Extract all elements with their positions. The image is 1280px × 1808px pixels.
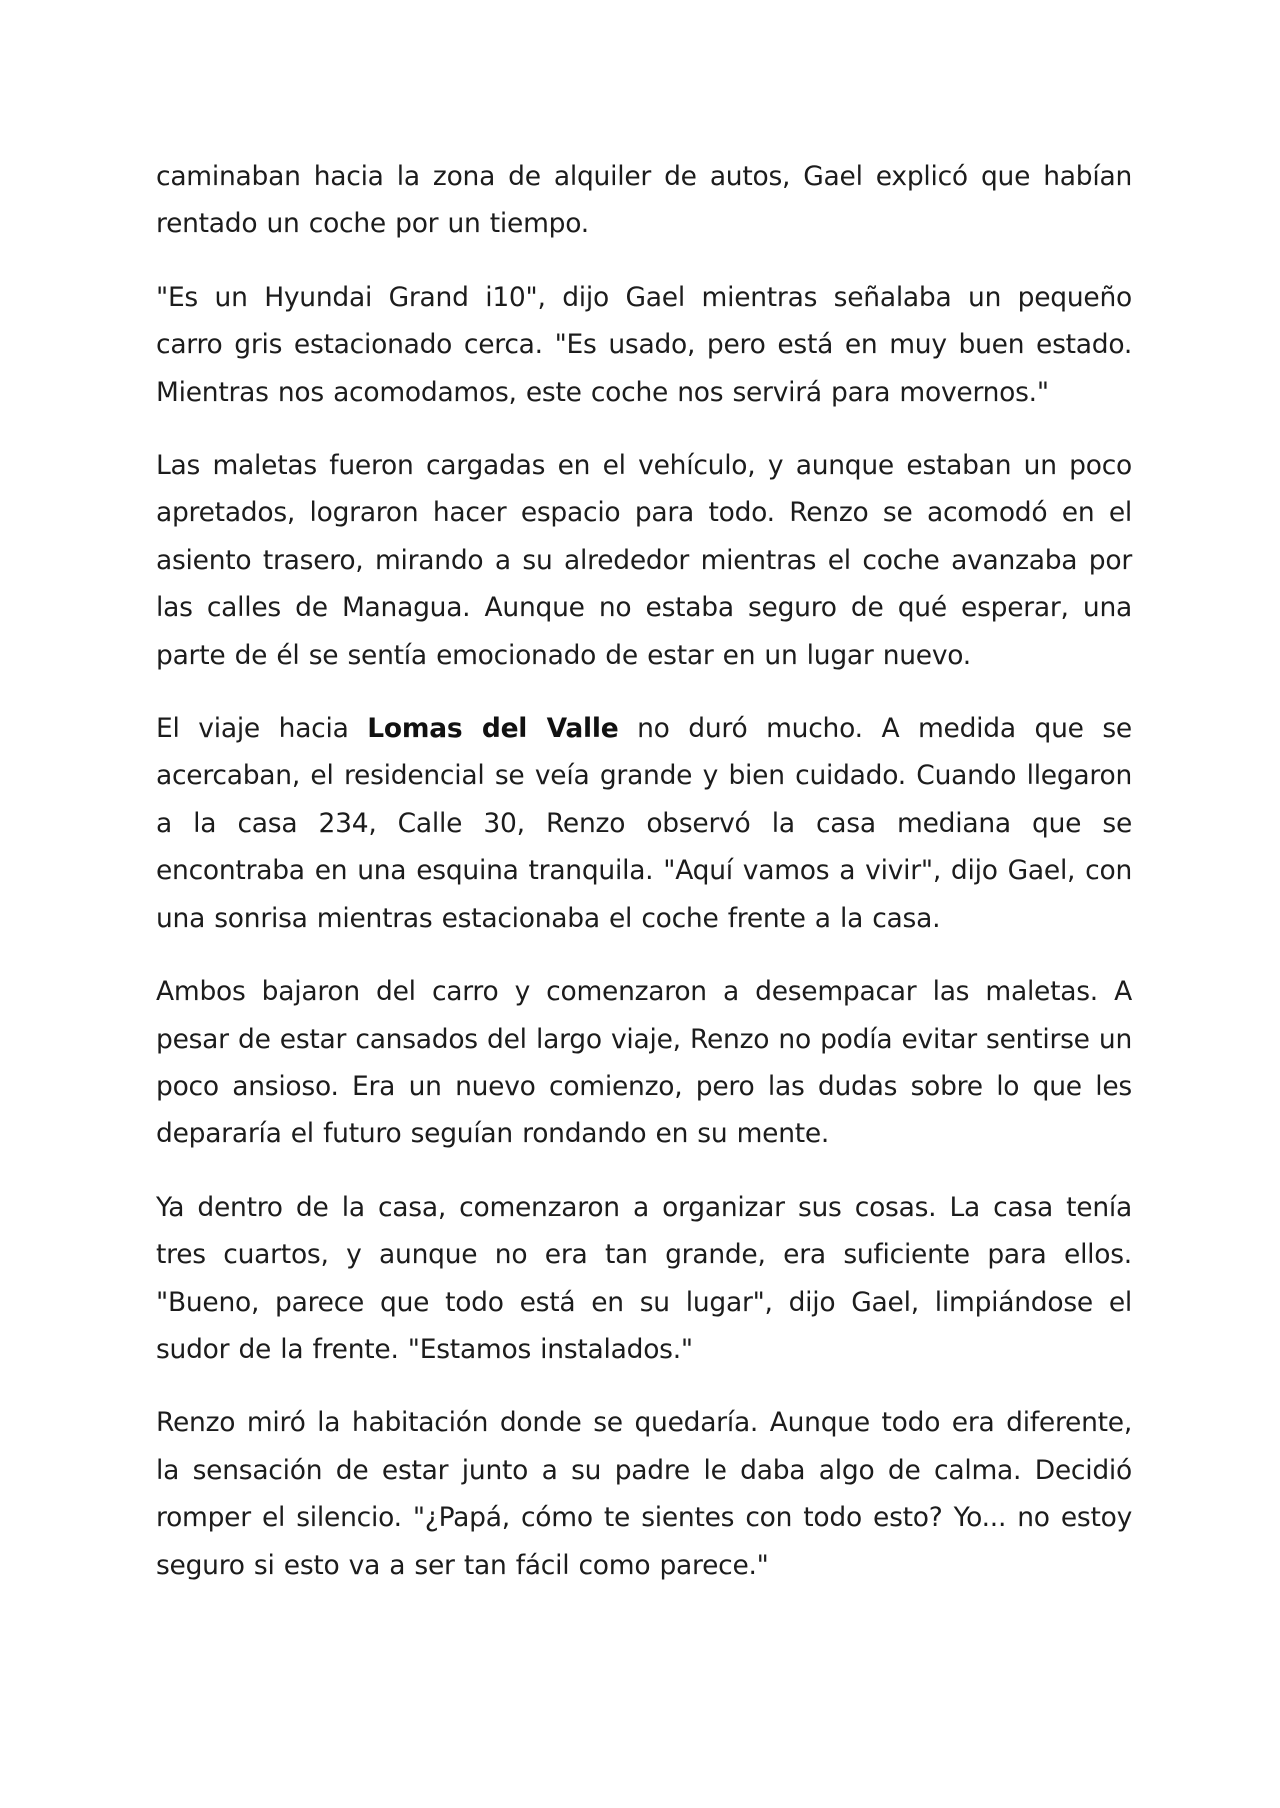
- paragraph-4: [156, 705, 1132, 942]
- paragraph-4-text-after: no duró mucho. A medida que se acercaban, el residencial se veía grande y bien cuidado. Cuando llegaron a la casa 234, Calle 30, Renzo observó la casa mediana que se encontraba en una esquina tranquila. "Aquí vamos a vivir", dijo Gael, con una sonrisa mientras estacionaba el coche frente a la casa.: [156, 713, 1132, 934]
- paragraph-7: Renzo miró la habitación donde se quedaría. Aunque todo era diferente, la sensación de estar junto a su padre le daba algo de calma. Decidió romper el silencio. "¿Papá, cómo te sientes con todo esto? Yo... no estoy seguro si esto va a ser tan fácil como parece.": [156, 1407, 1132, 1581]
- place-name-bold: Lomas del Valle: [367, 713, 619, 745]
- paragraph-2: "Es un Hyundai Grand i10", dijo Gael mientras señalaba un pequeño carro gris estacionado cerca. "Es usado, pero está en muy buen estado. Mientras nos acomodamos, este coche nos servirá para movernos.": [156, 281, 1132, 408]
- paragraph-6: Ya dentro de la casa, comenzaron a organizar sus cosas. La casa tenía tres cuartos, y aunque no era tan grande, era suficiente para ellos. "Bueno, parece que todo está en su lugar", dijo Gael, limpiándose el sudor de la frente. "Estamos instalados.": [156, 1191, 1132, 1365]
- paragraph-3: Las maletas fueron cargadas en el vehículo, y aunque estaban un poco apretados, lograron hacer espacio para todo. Renzo se acomodó en el asiento trasero, mirando a su alrededor mientras el coche avanzaba por las calles de Managua. Aunque no estaba seguro de qué esperar, una parte de él se sentía emocionado de estar en un lugar nuevo.: [156, 450, 1132, 671]
- paragraph-5: Ambos bajaron del carro y comenzaron a desempacar las maletas. A pesar de estar cansados del largo viaje, Renzo no podía evitar sentirse un poco ansioso. Era un nuevo comienzo, pero las dudas sobre lo que les depararía el futuro seguían rondando en su mente.: [156, 976, 1132, 1150]
- paragraph-1: caminaban hacia la zona de alquiler de autos, Gael explicó que habían rentado un coche por un tiempo.: [156, 161, 1132, 240]
- paragraph-4-text-before: El viaje hacia: [156, 713, 368, 745]
- document-body: [156, 153, 1132, 1615]
